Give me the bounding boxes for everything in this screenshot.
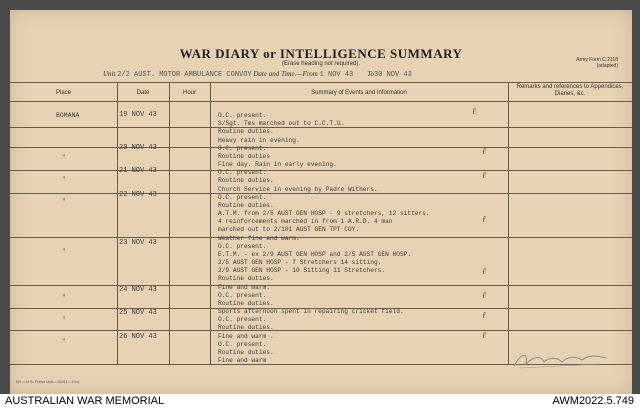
diary-page: [10, 10, 632, 394]
summary-line: Routine duties.: [218, 177, 274, 185]
summary-line: Routine duties.: [218, 348, 274, 356]
summary-line: Fine and warm: [218, 357, 267, 364]
army-form-label: [576, 57, 618, 69]
date-cell: 21 NOV 43: [119, 167, 157, 175]
place-ditto: ": [62, 294, 66, 301]
col-rule-date: [169, 82, 170, 364]
initials-mark: ℓ: [482, 267, 486, 277]
place-ditto: ": [62, 316, 66, 323]
col-header-date: Date: [136, 90, 150, 96]
page-title: WAR DIARY or INTELLIGENCE SUMMARY: [179, 46, 463, 61]
summary-line: Church Service in evening by Padre Withers.: [218, 185, 378, 193]
initials-mark: ℓ: [482, 147, 486, 157]
table-top-rule: [10, 82, 632, 83]
summary-line: 2/5 AUST GEN HOSP - 7 Stretchers 14 sitting.: [218, 259, 382, 266]
initials-mark: ℓ: [482, 331, 486, 341]
header-bottom-rule: [10, 101, 632, 102]
summary-line: O.C. present.: [218, 144, 267, 152]
summary-line: 4 reinforcements marched in from 1 A.R.D. 4 man: [218, 218, 393, 226]
archive-footer: [0, 394, 640, 409]
army-form-number: Army Form C.2118: [576, 57, 618, 63]
print-info: Wt.—N.S. Press Unit—30/41—10m.: [16, 379, 81, 384]
summary-line: Fine and warm.: [218, 283, 270, 291]
summary-line: S/Sgt. Tms marched out to C.C.T.U.: [218, 120, 345, 128]
summary-line: Fine day. Rain in early evening.: [218, 161, 337, 168]
place-ditto: ": [62, 198, 66, 205]
place-cell: BOMANA: [56, 112, 80, 119]
summary-line: Routine duties.: [218, 128, 274, 136]
summary-line: Heavy rain in evening.: [218, 136, 300, 144]
archive-reference: AWM2022.5.749: [552, 395, 634, 407]
summary-line: O.C. present.: [218, 193, 267, 201]
col-header-summary: Summary of Events and Information: [311, 90, 407, 96]
unit-label: Unit: [103, 70, 116, 78]
date-label: Date and Time.—From: [253, 70, 318, 78]
date-cell: 26 NOV 43: [119, 333, 157, 341]
summary-line: A.T.M. from 2/5 AUST GEN HOSP - 9 stretchers, 12 sitters.: [218, 210, 430, 217]
col-rule-hour: [210, 82, 211, 364]
summary-line: O.C. present.: [218, 112, 267, 119]
unit-line: [103, 70, 412, 79]
summary-line: O.C. present.: [218, 242, 267, 250]
initials-mark: ℓ: [482, 171, 486, 181]
summary-line: O.C. present.: [218, 169, 267, 177]
summary-line: Routine duties: [218, 152, 270, 160]
summary-line: O.C. present.: [218, 316, 267, 324]
to-value: 30 NOV 43: [374, 71, 412, 79]
summary-line: 2/9 AUST GEN HOSP - 10 Sitting 11 Stretchers.: [218, 267, 386, 275]
from-value: 1 NOV 43: [319, 71, 354, 79]
summary-line: E.T.M. - ex 2/9 AUST GEN HOSP and 2/5 AUST GEN HOSP.: [218, 250, 412, 258]
initials-mark: ℓ: [482, 215, 486, 225]
summary-line: Routine duties.: [218, 275, 274, 283]
summary-line: marched out to 2/101 AUST GEN TPT COY.: [218, 226, 360, 234]
initials-mark: ℓ: [472, 107, 476, 117]
to-label: To: [367, 70, 374, 78]
summary-line: Weather fine and warm.: [218, 234, 300, 242]
archive-name: AUSTRALIAN WAR MEMORIAL: [5, 395, 165, 407]
summary-line: Routine duties.: [218, 324, 274, 332]
summary-line: O.C. present.: [218, 291, 267, 299]
initials-mark: ℓ: [482, 311, 486, 321]
date-cell: 19 NOV 43: [119, 111, 157, 119]
col-header-place: Place: [55, 90, 71, 96]
place-ditto: ": [62, 176, 66, 183]
date-cell: 22 NOV 43: [119, 191, 157, 199]
summary-line: O.C. present.: [218, 340, 267, 348]
army-form-sub: (adapted): [596, 63, 618, 69]
officer-signature: [510, 348, 610, 372]
col-rule-place: [117, 82, 118, 364]
place-ditto: ": [62, 248, 66, 255]
col-header-hour: Hour: [182, 90, 196, 96]
page-subtitle: (Erase heading not required).: [281, 61, 361, 67]
col-header-remarks: Remarks and references to Appendices, Diaries, &c.: [516, 84, 624, 97]
date-cell: 23 NOV 43: [119, 239, 157, 247]
initials-mark: ℓ: [482, 291, 486, 301]
unit-value: 2/2 AUST. MOTOR AMBULANCE CONVOY: [117, 71, 252, 79]
place-ditto: ": [62, 154, 66, 161]
date-cell: 20 NOV 43: [119, 144, 157, 152]
date-cell: 24 NOV 43: [119, 286, 157, 294]
summary-line: Fine and warm .: [218, 332, 274, 340]
summary-line: Routine duties.: [218, 299, 274, 307]
summary-line: Sports afternoon spent in repairing cricket field.: [218, 308, 404, 315]
summary-line: Routine duties.: [218, 201, 274, 209]
col-rule-summary: [508, 82, 509, 364]
place-ditto: ": [62, 338, 66, 345]
date-cell: 25 NOV 43: [119, 309, 157, 317]
